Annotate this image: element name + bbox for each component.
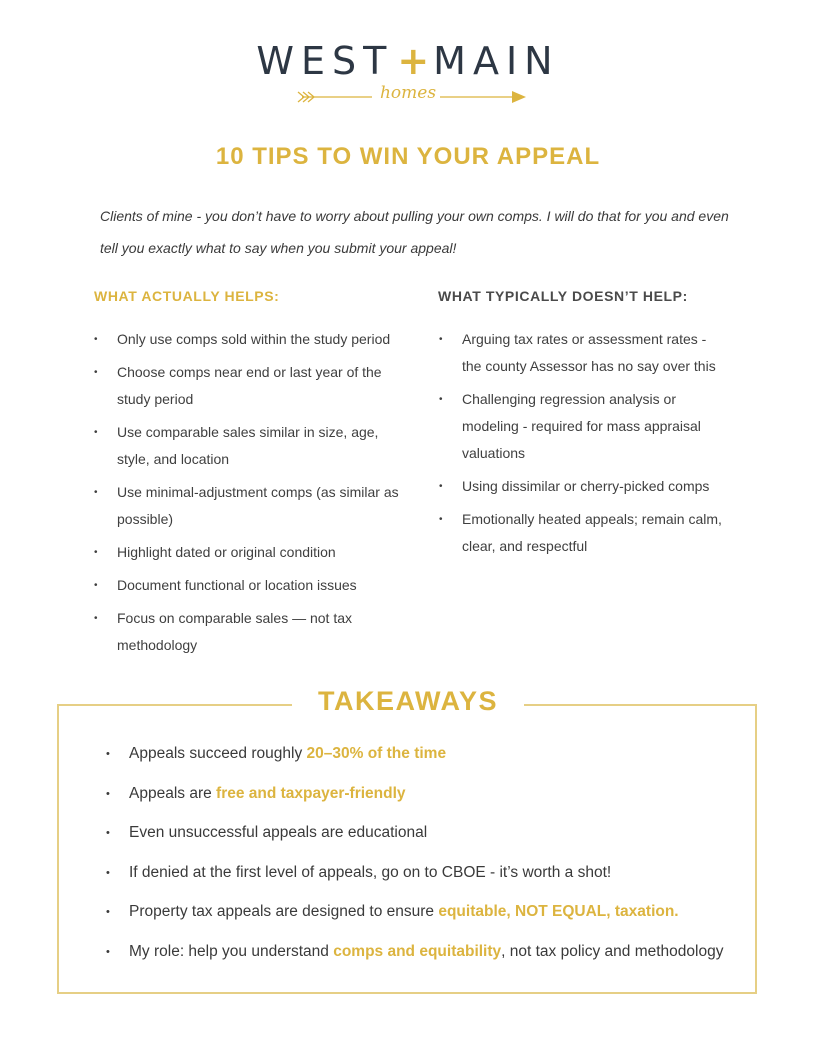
list-item: • Using dissimilar or cherry-picked comps — [439, 473, 729, 500]
list-item: • Choose comps near end or last year of the study period — [94, 359, 404, 413]
takeaway-text-end: , not tax policy and methodology — [501, 942, 724, 960]
takeaways-heading — [0, 686, 816, 717]
takeaway-text: Appeals are — [129, 784, 217, 802]
list-item: • Use minimal-adjustment comps (as similar as possible) — [94, 479, 404, 533]
logo-homes: homes — [379, 83, 437, 103]
list-item — [106, 896, 756, 936]
takeaway-text: Property tax appeals are designed to ensure — [129, 903, 439, 921]
doesnt-help-list — [439, 326, 729, 566]
logo-arrow-line — [0, 83, 816, 106]
takeaway-text: My role: help you understand — [129, 942, 334, 960]
logo-plus: + — [397, 39, 430, 83]
list-item — [106, 857, 756, 897]
takeaways-list — [106, 738, 756, 976]
list-item: • Only use comps sold within the study period — [94, 326, 404, 353]
takeaway-text: If denied at the first level of appeals, go on to CBOE - it’s worth a shot! — [129, 863, 612, 881]
list-item: • Arguing tax rates or assessment rates - the county Assessor has no say over this — [439, 326, 729, 380]
takeaway-highlight: 20–30% of the time — [306, 745, 447, 762]
logo-wordmark — [0, 38, 816, 84]
logo-west: WEST — [256, 39, 394, 83]
page-title: 10 TIPS TO WIN YOUR APPEAL — [215, 143, 601, 170]
list-item: • Use comparable sales similar in size, age, style, and location — [94, 419, 404, 473]
list-item: • Document functional or location issues — [94, 572, 404, 599]
list-item — [106, 778, 756, 818]
takeaway-text: Appeals succeed roughly — [129, 745, 307, 762]
takeaway-highlight: equitable, NOT EQUAL, taxation. — [438, 903, 679, 921]
list-item: • Emotionally heated appeals; remain calm, clear, and respectful — [439, 506, 729, 560]
helps-heading: WHAT ACTUALLY HELPS: — [94, 288, 280, 304]
takeaway-text: Even unsuccessful appeals are educational — [129, 824, 428, 842]
list-item: • Challenging regression analysis or modeling - required for mass appraisal valuations — [439, 386, 729, 467]
list-item — [106, 817, 756, 857]
list-item — [106, 738, 756, 778]
logo — [0, 38, 816, 103]
takeaway-highlight: comps and equitability — [333, 942, 502, 960]
list-item — [106, 936, 756, 976]
takeaways-heading-text: TAKEAWAYS — [292, 686, 524, 716]
doesnt-help-heading: WHAT TYPICALLY DOESN’T HELP: — [438, 288, 688, 304]
list-item: • Focus on comparable sales — not tax methodology — [94, 605, 404, 659]
helps-list — [94, 326, 404, 665]
takeaway-highlight: free and taxpayer-friendly — [216, 784, 406, 802]
list-item: • Highlight dated or original condition — [94, 539, 404, 566]
intro-text: Clients of mine - you don’t have to worry about pulling your own comps. I will do that for you and even tell you exactly what to say when you submit your appeal! — [100, 208, 729, 256]
logo-main: MAIN — [433, 39, 560, 83]
